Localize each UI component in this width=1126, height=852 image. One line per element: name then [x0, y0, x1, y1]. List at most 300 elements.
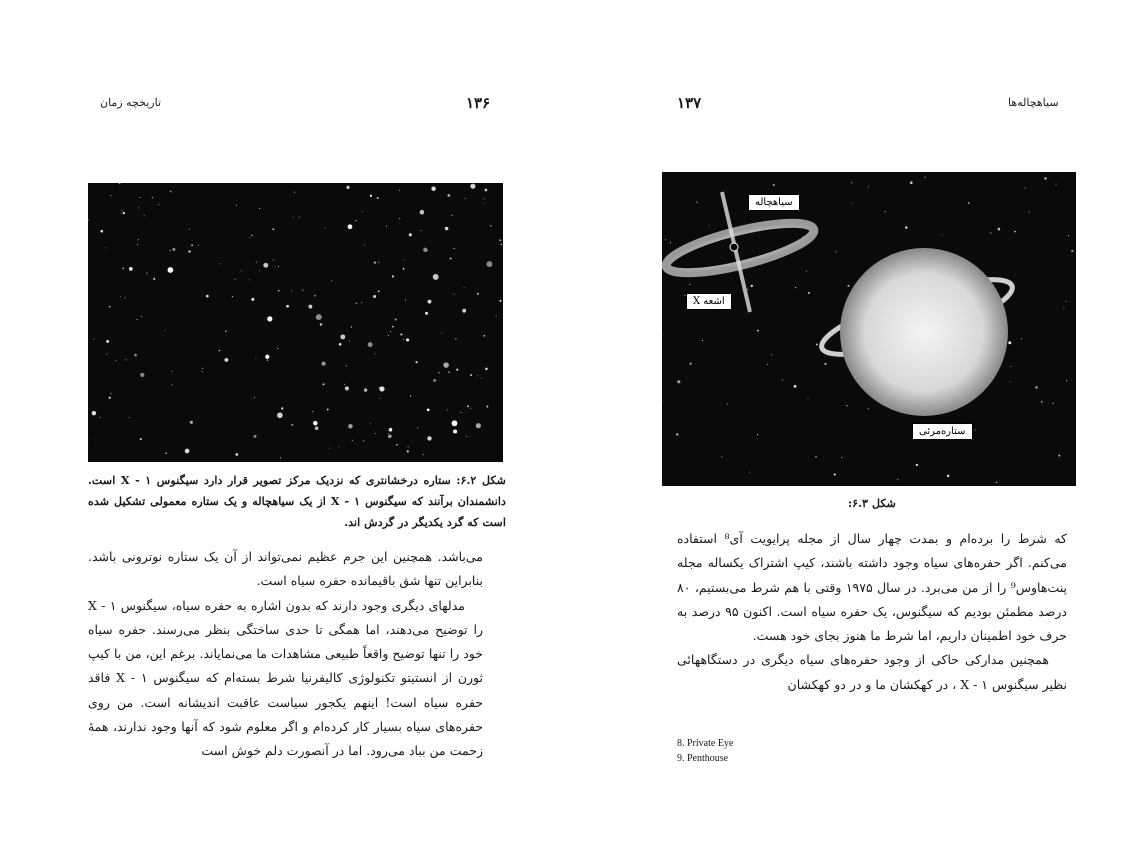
- star-dot: [470, 408, 471, 409]
- star-dot: [423, 248, 427, 252]
- star-dot: [431, 186, 435, 190]
- star-dot: [851, 203, 852, 204]
- star-dot: [364, 388, 367, 391]
- star-dot: [996, 482, 997, 483]
- star-dot: [373, 295, 376, 298]
- star-dot: [339, 446, 340, 447]
- star-dot: [235, 279, 236, 280]
- star-dot: [975, 429, 976, 430]
- star-dot: [331, 280, 332, 281]
- star-dot: [171, 371, 172, 372]
- star-dot: [453, 429, 457, 433]
- star-dot: [392, 275, 394, 277]
- star-dot: [123, 212, 125, 214]
- star-dot: [377, 197, 379, 199]
- star-dot: [1065, 301, 1066, 302]
- star-dot: [910, 181, 913, 184]
- left-paragraph-1: می‌باشد. همچنین این جرم عظیم نمی‌تواند از آن یک ستاره نوترونی باشد. بنابراین تنها شق باقیمانده حفره سیاه است.: [88, 549, 483, 589]
- star-dot: [771, 354, 772, 355]
- star-dot: [470, 374, 472, 376]
- star-dot: [251, 298, 254, 301]
- star-dot: [998, 228, 1001, 231]
- star-dot: [702, 340, 703, 341]
- star-dot: [88, 439, 89, 440]
- star-dot: [255, 358, 256, 359]
- star-dot: [677, 380, 680, 383]
- star-dot: [327, 409, 329, 411]
- star-dot: [501, 244, 503, 246]
- star-dot: [485, 368, 487, 370]
- star-dot: [460, 412, 461, 413]
- star-dot: [293, 217, 294, 218]
- star-dot: [138, 207, 139, 208]
- star-dot: [109, 397, 111, 399]
- star-dot: [265, 355, 269, 359]
- star-dot: [106, 354, 107, 355]
- left-page: [0, 0, 560, 852]
- star-dot: [851, 182, 852, 183]
- star-dot: [291, 291, 292, 292]
- star-dot: [368, 342, 373, 347]
- star-dot: [188, 250, 190, 252]
- star-dot: [106, 340, 109, 343]
- star-dot: [395, 318, 397, 320]
- star-dot: [370, 195, 372, 197]
- star-dot: [454, 248, 455, 249]
- star-dot: [267, 316, 272, 321]
- star-dot: [816, 344, 818, 346]
- star-dot: [484, 335, 486, 337]
- star-dot: [884, 211, 885, 212]
- star-dot: [277, 412, 283, 418]
- star-dot: [662, 401, 663, 402]
- star-dot: [456, 369, 458, 371]
- star-dot: [483, 203, 484, 204]
- star-dot: [344, 384, 345, 385]
- star-dot: [403, 259, 404, 260]
- star-dot: [757, 330, 759, 332]
- star-dot: [202, 371, 203, 372]
- star-dot: [164, 330, 165, 331]
- star-dot: [134, 354, 137, 357]
- star-dot: [299, 217, 300, 218]
- left-page-number: ۱۳۶: [466, 94, 491, 112]
- star-dot: [140, 373, 144, 377]
- star-dot: [356, 303, 357, 304]
- star-dot: [272, 228, 274, 230]
- star-dot: [122, 268, 124, 270]
- star-dot: [94, 339, 95, 340]
- right-paragraph-2: همچنین مدارکی حاکی از وجود حفره‌های سیاه دیگری در دستگاههائی نظیر سیگنوس ۱ - X ، در کهکشان ما و در دو کهکشان: [677, 652, 1067, 692]
- star-dot: [110, 393, 111, 394]
- footnote-8: 8. Private Eye: [677, 738, 734, 749]
- star-dot: [1021, 338, 1022, 339]
- star-dot: [99, 417, 100, 418]
- star-dot: [185, 449, 190, 454]
- star-dot: [153, 278, 155, 280]
- star-dot: [259, 270, 260, 271]
- star-dot: [170, 191, 171, 192]
- label-visible-star: ستاره‌مرئی: [912, 423, 973, 440]
- star-dot: [721, 456, 722, 457]
- star-dot: [349, 341, 350, 342]
- star-dot: [399, 190, 400, 191]
- star-dot: [267, 360, 268, 361]
- star-dot: [1010, 381, 1011, 382]
- star-dot: [670, 242, 671, 243]
- star-dot: [484, 198, 485, 199]
- star-dot: [390, 331, 391, 332]
- star-dot: [448, 372, 449, 373]
- star-dot: [407, 446, 408, 447]
- star-dot: [968, 202, 969, 203]
- star-dot: [158, 204, 159, 205]
- star-dot: [379, 398, 380, 399]
- right-paragraph-1: که شرط را برده‌ام و بمدت چهار سال از مجله پرایویت آی⁸ استفاده می‌کنم. اگر حفره‌های سیاه وجود داشته باشند، کیپ اشتراک یکساله مجله پنت‌هاوس⁹ را از من می‌برد. در سال ۱۹۷۵ وقتی با هم شرط می‌بستیم، ۸۰ درصد مطمئن بودیم که سیگنوس، یک حفره سیاه است. اکنون ۹۵ درصد به حرف خود اطمینان داریم، اما شرط ما هنوز بجای خود هست.: [677, 531, 1067, 644]
- star-dot: [841, 457, 842, 458]
- star-dot: [278, 266, 279, 267]
- star-dot: [662, 335, 663, 336]
- star-dot: [782, 379, 783, 380]
- star-dot: [897, 479, 898, 480]
- star-dot: [450, 257, 452, 259]
- star-dot: [291, 424, 293, 426]
- star-dot: [1035, 386, 1038, 389]
- star-dot: [420, 210, 425, 215]
- star-dot: [202, 368, 203, 369]
- star-dot: [286, 305, 289, 308]
- star-dot: [665, 239, 666, 240]
- visible-star: [840, 248, 1008, 416]
- label-xray: اشعه X: [686, 293, 732, 310]
- star-dot: [1058, 455, 1060, 457]
- star-dot: [406, 338, 409, 341]
- star-dot: [379, 387, 381, 389]
- star-dot: [190, 421, 193, 424]
- star-dot: [425, 312, 428, 315]
- star-dot: [441, 333, 442, 334]
- star-dot: [312, 411, 313, 412]
- star-dot: [794, 385, 797, 388]
- star-dot: [400, 333, 402, 335]
- star-dot: [423, 454, 424, 455]
- star-dot: [476, 423, 481, 428]
- star-dot: [392, 326, 394, 328]
- star-dot: [452, 215, 453, 216]
- star-dot: [1010, 366, 1011, 367]
- left-paragraph-2: مدلهای دیگری وجود دارند که بدون اشاره به حفره سیاه، سیگنوس ۱ - X را توضیح می‌دهند، اما همگی تا حدی ساختگی بنظر می‌رسند. حفره سیاه خود را تنها توضیح واقعاً طبیعی مشاهدات ما می‌نمایاند. برغم این، من با کیپ ثورن از انستیتو تکنولوژی کالیفرنیا شرط بسته‌ام که سیگنوس ۱ - X فاقد حفره سیاه است! اینهم یکجور سیاست عاقبت اندیشانه است. من روی حفره‌های سیاه بسیار کار کرده‌ام و اگر معلوم شود که آنها وجود ندارند، همهٔ زحمت من بباد می‌رود. اما در آنصورت دلم خوش است: [88, 597, 483, 759]
- star-dot: [172, 248, 175, 251]
- star-dot: [121, 213, 122, 214]
- star-dot: [868, 186, 869, 187]
- star-dot: [345, 386, 349, 390]
- star-dot: [405, 300, 406, 301]
- star-dot: [137, 244, 138, 245]
- star-dot: [396, 444, 398, 446]
- right-running-title: سیاهچاله‌ها: [1008, 96, 1059, 109]
- star-dot: [308, 305, 312, 309]
- star-dot: [409, 233, 412, 236]
- star-dot: [109, 306, 111, 308]
- star-dot: [206, 295, 209, 298]
- star-dot: [323, 383, 325, 385]
- star-dot: [447, 194, 450, 197]
- star-dot: [481, 378, 482, 379]
- star-dot: [407, 450, 409, 452]
- star-dot: [302, 289, 303, 290]
- star-dot: [249, 279, 250, 280]
- star-dot: [727, 403, 728, 404]
- star-dot: [464, 287, 465, 288]
- star-dot: [696, 202, 697, 203]
- star-dot: [947, 475, 949, 477]
- star-dot: [403, 339, 404, 340]
- star-dot: [374, 261, 376, 263]
- star-dot: [236, 453, 239, 456]
- star-dot: [320, 323, 323, 326]
- star-dot: [388, 433, 389, 434]
- star-dot: [189, 229, 190, 230]
- star-dot: [388, 434, 392, 438]
- star-dot: [348, 224, 353, 229]
- star-dot: [1071, 250, 1073, 252]
- star-dot: [465, 198, 466, 199]
- star-dot: [346, 365, 347, 366]
- star-dot: [1024, 188, 1025, 189]
- star-dot: [251, 235, 253, 237]
- star-dot: [250, 237, 251, 238]
- star-dot: [219, 350, 221, 352]
- footnotes: [677, 736, 733, 766]
- star-dot: [485, 189, 488, 192]
- star-dot: [834, 473, 836, 475]
- star-dot: [140, 197, 141, 198]
- star-dot: [141, 316, 142, 317]
- star-dot: [388, 335, 389, 336]
- star-dot: [115, 360, 116, 361]
- star-dot: [455, 339, 456, 340]
- star-dot: [236, 205, 237, 206]
- star-dot: [1008, 341, 1011, 344]
- star-dot: [709, 225, 710, 226]
- star-dot: [92, 411, 96, 415]
- star-dot: [363, 440, 364, 441]
- star-dot: [378, 262, 379, 263]
- star-dot: [351, 326, 352, 327]
- star-dot: [806, 271, 807, 272]
- star-dot: [428, 300, 432, 304]
- star-dot: [486, 261, 492, 267]
- star-dot: [277, 348, 278, 349]
- star-dot: [846, 405, 847, 406]
- left-figure-caption: شکل ۶.۲: ستاره درخشانتری که نزدیک مرکز تصویر قرار دارد سیگنوس ۱ - X است. دانشمندان برآنند که سیگنوس ۱ - X از یک سیاهچاله و یک ستاره معمولی تشکیل شده است که گرد یکدیگر در گردش اند.: [88, 473, 507, 529]
- star-dot: [370, 423, 371, 424]
- star-dot: [144, 215, 145, 216]
- star-dot: [152, 197, 153, 198]
- star-dot: [129, 417, 130, 418]
- star-dot: [168, 267, 174, 273]
- star-dot: [462, 309, 466, 313]
- star-dot: [438, 372, 440, 374]
- star-dot: [1014, 231, 1016, 233]
- star-dot: [281, 407, 283, 409]
- right-page: [560, 0, 1126, 852]
- star-dot: [467, 405, 469, 407]
- right-page-number: ۱۳۷: [677, 94, 702, 112]
- star-dot: [375, 433, 376, 434]
- star-dot: [868, 408, 869, 409]
- star-dot: [241, 270, 242, 271]
- star-dot: [278, 290, 279, 291]
- star-dot: [773, 184, 775, 186]
- star-dot: [477, 375, 478, 376]
- star-dot: [427, 409, 430, 412]
- star-dot: [1066, 380, 1067, 381]
- left-body-text: [88, 545, 483, 764]
- star-dot: [499, 239, 501, 241]
- starfield-image: [88, 183, 503, 462]
- star-dot: [433, 379, 436, 382]
- star-dot: [105, 247, 106, 248]
- star-dot: [767, 364, 768, 365]
- star-dot: [417, 427, 418, 428]
- star-dot: [110, 195, 111, 196]
- right-figure-caption: شکل ۶.۳:: [848, 496, 896, 510]
- star-dot: [375, 353, 376, 354]
- binary-system-illustration: [662, 172, 1076, 486]
- star-dot: [990, 232, 991, 233]
- star-dot: [355, 220, 356, 221]
- star-dot: [815, 456, 816, 457]
- star-dot: [146, 272, 147, 273]
- star-dot: [916, 464, 918, 466]
- star-dot: [421, 230, 422, 231]
- star-dot: [315, 426, 319, 430]
- star-dot: [362, 211, 363, 212]
- star-dot: [253, 435, 256, 438]
- star-dot: [273, 259, 274, 260]
- star-dot: [138, 239, 139, 240]
- star-dot: [224, 358, 228, 362]
- star-dot: [499, 300, 501, 302]
- star-dot: [165, 453, 167, 455]
- star-dot: [378, 290, 380, 292]
- star-dot: [824, 363, 826, 365]
- star-dot: [795, 287, 796, 288]
- footnote-9: 9. Penthouse: [677, 753, 729, 764]
- star-dot: [751, 285, 753, 287]
- star-dot: [410, 396, 411, 397]
- star-dot: [88, 219, 89, 220]
- starfield-photo: [88, 183, 503, 462]
- star-dot: [470, 184, 475, 189]
- star-dot: [847, 285, 849, 287]
- star-dot: [361, 302, 362, 303]
- star-dot: [1053, 403, 1054, 404]
- black-hole: [730, 243, 738, 251]
- star-dot: [325, 228, 326, 229]
- star-dot: [140, 438, 142, 440]
- right-body-text: [677, 527, 1067, 697]
- star-dot: [314, 295, 316, 297]
- star-dot: [263, 263, 268, 268]
- star-dot: [120, 296, 121, 297]
- star-dot: [676, 433, 678, 435]
- star-dot: [808, 292, 810, 294]
- binary-system-image: [662, 172, 1076, 486]
- left-running-title: تاریخچه زمان: [100, 96, 162, 109]
- star-dot: [399, 218, 400, 219]
- star-dot: [689, 284, 690, 285]
- star-dot: [280, 457, 281, 458]
- star-dot: [219, 263, 220, 264]
- star-dot: [379, 386, 384, 391]
- star-dot: [495, 315, 496, 316]
- star-dot: [1044, 177, 1047, 180]
- star-dot: [340, 334, 345, 339]
- star-dot: [905, 226, 907, 228]
- star-dot: [427, 436, 431, 440]
- star-dot: [256, 262, 257, 263]
- star-dot: [490, 225, 491, 226]
- star-dot: [198, 245, 199, 246]
- star-dot: [129, 267, 133, 271]
- star-dot: [322, 362, 326, 366]
- label-black-hole: سیاهچاله: [748, 194, 800, 211]
- star-dot: [747, 289, 748, 290]
- star-dot: [835, 251, 836, 252]
- star-dot: [191, 244, 193, 246]
- star-dot: [807, 398, 808, 399]
- star-dot: [452, 420, 458, 426]
- star-dot: [433, 274, 439, 280]
- star-dot: [232, 296, 233, 297]
- star-dot: [119, 183, 121, 184]
- star-dot: [749, 472, 750, 473]
- star-dot: [466, 436, 467, 437]
- star-dot: [415, 361, 417, 363]
- star-dot: [137, 319, 138, 320]
- star-dot: [1029, 212, 1030, 213]
- star-dot: [171, 192, 172, 193]
- star-dot: [454, 294, 455, 295]
- star-dot: [125, 359, 126, 360]
- star-dot: [170, 250, 171, 251]
- star-dot: [100, 230, 103, 233]
- star-dot: [364, 244, 365, 245]
- star-dot: [352, 440, 353, 441]
- star-dot: [689, 362, 691, 364]
- star-dot: [443, 362, 449, 368]
- star-dot: [294, 192, 295, 193]
- star-dot: [1056, 184, 1057, 185]
- star-dot: [329, 448, 330, 449]
- star-dot: [346, 186, 349, 189]
- star-dot: [403, 268, 405, 270]
- star-dot: [924, 177, 925, 178]
- star-dot: [942, 235, 943, 236]
- star-dot: [254, 397, 255, 398]
- star-dot: [1068, 235, 1069, 236]
- star-dot: [477, 293, 479, 295]
- star-dot: [1063, 308, 1064, 309]
- star-dot: [124, 298, 125, 299]
- star-dot: [339, 343, 342, 346]
- star-dot: [386, 226, 387, 227]
- star-dot: [122, 210, 123, 211]
- star-dot: [259, 208, 260, 209]
- star-dot: [447, 409, 448, 410]
